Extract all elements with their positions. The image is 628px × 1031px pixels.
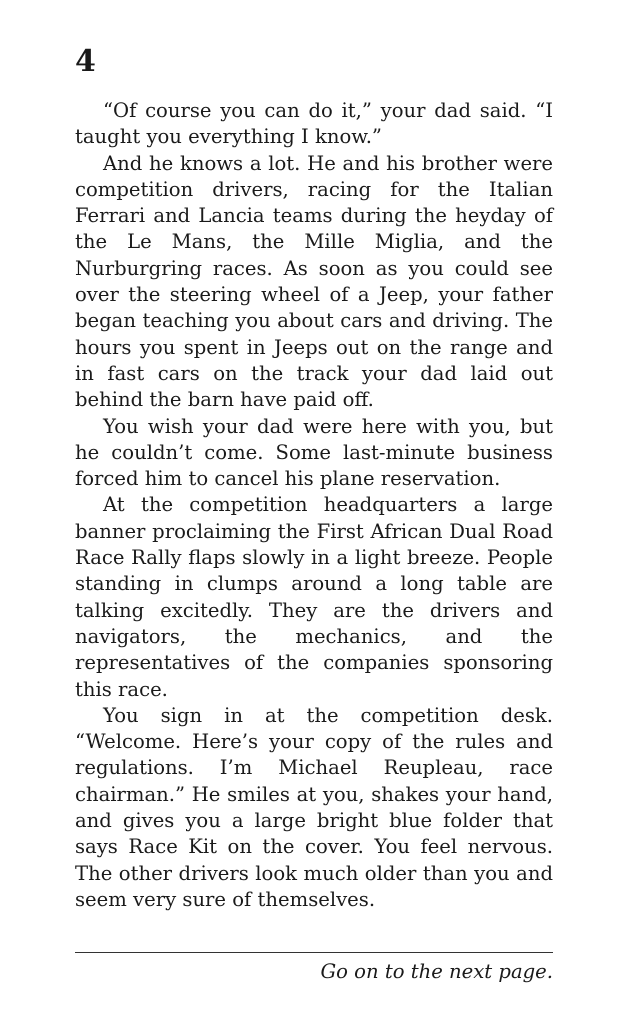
page-number: 4 [75, 44, 96, 79]
paragraph-4: At the competition headquarters a large banner proclaiming the First African Dual Road Race Rally flaps slowly in a light breeze. People standing in clumps around a long table are talking excitedly. They are the drivers and navigators, the mechanics, and the representatives of the companies sponsoring this race. [75, 493, 553, 701]
footer-divider [75, 952, 553, 953]
next-page-prompt: Go on to the next page. [320, 960, 553, 983]
story-text [75, 98, 553, 913]
paragraph-5: You sign in at the competition desk. “Welcome. Here’s your copy of the rules and regulations. I’m Michael Reupleau, race chairman.” He smiles at you, shakes your hand, and gives you a large bright blue folder that says Race Kit on the cover. You feel nervous. The other drivers look much older than you and seem very sure of themselves. [75, 703, 553, 911]
paragraph-2: And he knows a lot. He and his brother were competition drivers, racing for the Italian Ferrari and Lancia teams during the heyday of the Le Mans, the Mille Miglia, and the Nurburgring races. As soon as you could see over the steering wheel of a Jeep, your father began teaching you about cars and driving. The hours you spent in Jeeps out on the range and in fast cars on the track your dad laid out behind the barn have paid off. [75, 151, 553, 412]
paragraph-1: “Of course you can do it,” your dad said. “I taught you everything I know.” [75, 99, 553, 149]
paragraph-3: You wish your dad were here with you, but he couldn’t come. Some last-minute business forced him to cancel his plane reservation. [75, 414, 553, 491]
